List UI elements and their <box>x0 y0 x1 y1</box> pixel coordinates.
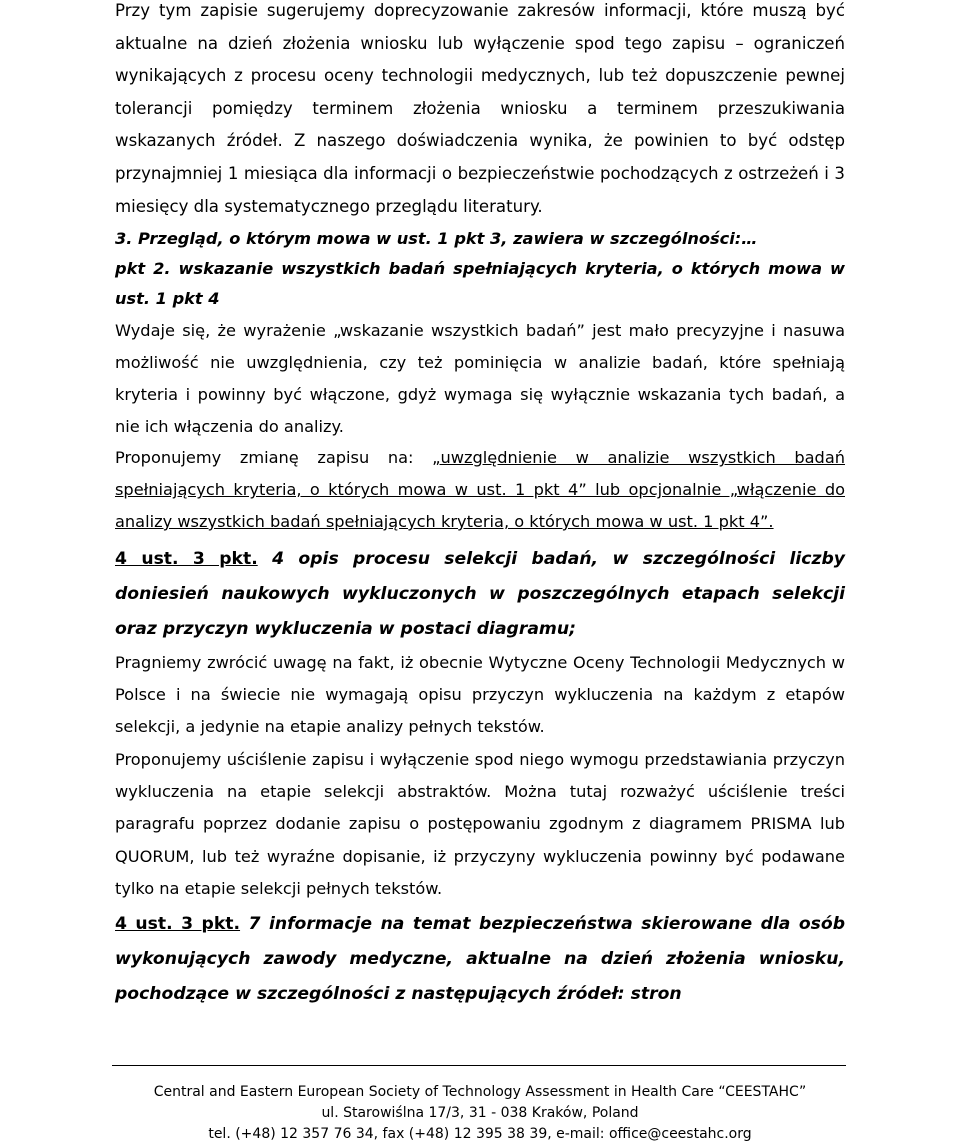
paragraph-wording-comment: Wydaje się, że wyrażenie „wskazanie wszystkich badań” jest mało precyzyjne i nasuwa możliwość nie uwzględnienia, czy też pominięcia w analizie badań, które spełniają kryteria i powinny być włączone, gdyż wymaga się wyłącznie wskazania tych badań, a nie ich włączenia do analizy. <box>115 321 845 436</box>
section-heading-4-pkt4-ref: 4 ust. 3 pkt. <box>115 548 258 569</box>
paragraph-date-tolerance: Przy tym zapisie sugerujemy doprecyzowanie zakresów informacji, które muszą być aktualne na dzień złożenia wniosku lub wyłączenie spod tego zapisu – ograniczeń wynikających z procesu oceny technologii medycznych, lub też dopuszczenie pewnej tolerancji pomiędzy terminem złożenia wniosku a terminem przeszukiwania wskazanych źródeł. Z naszego doświadczenia wynika, że powinien to być odstęp przynajmniej 1 miesiąca dla informacji o bezpieczeństwie pochodzących z ostrzeżeń i 3 miesięcy dla systematycznego przeglądu literatury. <box>115 1 845 216</box>
footer-contact: tel. (+48) 12 357 76 34, fax (+48) 12 395 38 39, e-mail: office@ceestahc.org <box>208 1126 752 1142</box>
footer-address: ul. Starowiślna 17/3, 31 - 038 Kraków, Poland <box>321 1105 639 1121</box>
proposal-lead: Proponujemy zmianę zapisu na: <box>115 448 433 468</box>
section-heading-4-pkt7-text: 7 informacje na temat bezpieczeństwa skierowane dla osób wykonujących zawody medyczne, aktualne na dzień złożenia wniosku, pochodzące w szczególności z następujących źródeł: stron <box>115 914 845 1005</box>
section-heading-4-pkt4-text: 4 opis procesu selekcji badań, w szczególności liczby doniesień naukowych wykluczonych w poszczególnych etapach selekcji oraz przyczyn wykluczenia w postaci diagramu; <box>115 548 846 639</box>
paragraph-clarification-proposal: Proponujemy uściślenie zapisu i wyłączenie spod niego wymogu przedstawiania przyczyn wykluczenia na etapie selekcji abstraktów. Można tutaj rozważyć uściślenie treści paragrafu poprzez dodanie zapisu o postępowaniu zgodnym z diagramem PRISMA lub QUORUM, lub też wyraźne dopisanie, iż przyczyny wykluczenia powinny być podawane tylko na etapie selekcji pełnych tekstów. <box>115 749 845 898</box>
document-body <box>115 0 845 1012</box>
section-heading-3 <box>115 224 845 314</box>
footer-organization: Central and Eastern European Society of Technology Assessment in Health Care “CEESTAHC” <box>153 1084 807 1100</box>
section-heading-3-line2: pkt 2. wskazanie wszystkich badań spełniających kryteria, o których mowa w ust. 1 pkt 4 <box>115 259 845 309</box>
proposal-wording: „uwzględnienie w analizie wszystkich badań spełniających kryteria, o których mowa w ust. 1 pkt 4” lub opcjonalnie „włączenie do analizy wszystkich badań spełniających kryteria, o których mowa w ust. 1 pkt 4”. <box>115 448 845 531</box>
paragraph-proposal <box>115 442 845 537</box>
footer-divider <box>112 1065 846 1066</box>
section-heading-4-pkt4 <box>115 542 845 647</box>
page-footer <box>0 1082 960 1145</box>
section-heading-4-pkt7-ref: 4 ust. 3 pkt. <box>115 914 241 935</box>
section-heading-3-line1: 3. Przegląd, o którym mowa w ust. 1 pkt 3, zawiera w szczególności:… <box>115 229 758 249</box>
paragraph-guidelines-note: Pragniemy zwrócić uwagę na fakt, iż obecnie Wytyczne Oceny Technologii Medycznych w Polsce i na świecie nie wymagają opisu przyczyn wykluczenia na każdym z etapów selekcji, a jedynie na etapie analizy pełnych tekstów. <box>115 652 845 737</box>
section-heading-4-pkt7 <box>115 907 845 1012</box>
